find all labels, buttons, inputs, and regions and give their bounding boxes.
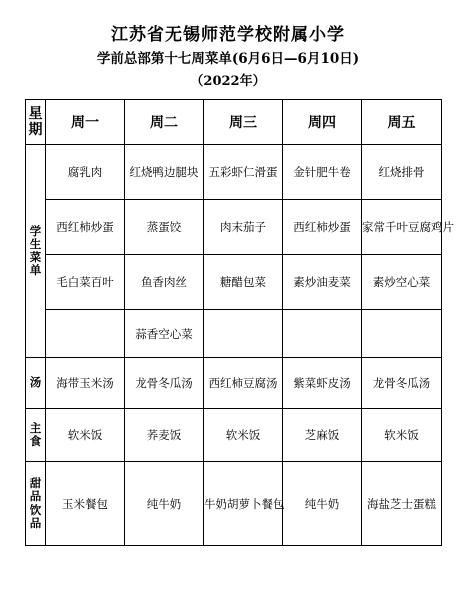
staple-cell: 软米饭	[362, 409, 442, 462]
header-row	[26, 100, 442, 145]
dessert-cell: 纯牛奶	[125, 462, 204, 546]
dish-cell	[46, 310, 125, 358]
dish-cell: 蒜香空心菜	[125, 310, 204, 358]
dessert-cell: 纯牛奶	[283, 462, 362, 546]
dish-cell	[283, 310, 362, 358]
category-dessert	[26, 462, 46, 546]
dish-cell: 家常千叶豆腐鸡片	[362, 200, 442, 255]
day-header: 周一	[46, 100, 125, 145]
dessert-row	[26, 462, 442, 546]
soup-cell: 龙骨冬瓜汤	[362, 358, 442, 409]
dish-cell: 素炒油麦菜	[283, 255, 362, 310]
category-label: 学 生 菜 单	[29, 223, 42, 278]
table-row	[26, 200, 442, 255]
soup-cell: 西红柿豆腐汤	[204, 358, 283, 409]
corner-label: 星 期	[28, 105, 43, 138]
day-header: 周二	[125, 100, 204, 145]
dish-cell: 西红柿炒蛋	[283, 200, 362, 255]
dish-cell: 红烧鸭边腿块	[125, 145, 204, 200]
dish-cell	[204, 310, 283, 358]
category-label: 甜 品 饮 品	[29, 476, 42, 530]
dish-cell: 毛白菜百叶	[46, 255, 125, 310]
staple-cell: 软米饭	[204, 409, 283, 462]
category-soup	[26, 358, 46, 409]
menu-year: （2022年）	[190, 74, 266, 89]
menu-subtitle: 学前总部第十七周菜单(6月6日—6月10日)	[96, 51, 360, 67]
dessert-cell: 牛奶胡萝卜餐包	[204, 462, 283, 546]
dish-cell: 西红柿炒蛋	[46, 200, 125, 255]
table-row	[26, 145, 442, 200]
table-row	[26, 310, 442, 358]
dish-cell: 金针肥牛卷	[283, 145, 362, 200]
day-header: 周四	[283, 100, 362, 145]
soup-cell: 龙骨冬瓜汤	[125, 358, 204, 409]
soup-cell: 紫菜虾皮汤	[283, 358, 362, 409]
table-row	[26, 255, 442, 310]
dish-cell: 腐乳肉	[46, 145, 125, 200]
soup-row	[26, 358, 442, 409]
dish-cell: 鱼香肉丝	[125, 255, 204, 310]
category-label: 主 食	[29, 420, 42, 448]
dish-cell	[362, 310, 442, 358]
staple-row	[26, 409, 442, 462]
category-label: 汤	[29, 375, 42, 390]
weekly-menu-table	[25, 99, 454, 546]
dish-cell: 蒸蛋饺	[125, 200, 204, 255]
dish-cell: 素炒空心菜	[362, 255, 442, 310]
dish-cell: 糖醋包菜	[204, 255, 283, 310]
staple-cell: 软米饭	[46, 409, 125, 462]
dish-cell: 红烧排骨	[362, 145, 442, 200]
soup-cell: 海带玉米汤	[46, 358, 125, 409]
school-title: 江苏省无锡师范学校附属小学	[111, 25, 345, 45]
category-dishes	[26, 145, 46, 358]
day-header: 周三	[204, 100, 283, 145]
day-header: 周五	[362, 100, 442, 145]
dessert-cell: 海盐芝士蛋糕	[362, 462, 442, 546]
corner-cell	[26, 100, 46, 145]
dessert-cell: 玉米餐包	[46, 462, 125, 546]
dish-cell: 肉末茄子	[204, 200, 283, 255]
dish-cell: 五彩虾仁滑蛋	[204, 145, 283, 200]
category-staple	[26, 409, 46, 462]
staple-cell: 荞麦饭	[125, 409, 204, 462]
staple-cell: 芝麻饭	[283, 409, 362, 462]
